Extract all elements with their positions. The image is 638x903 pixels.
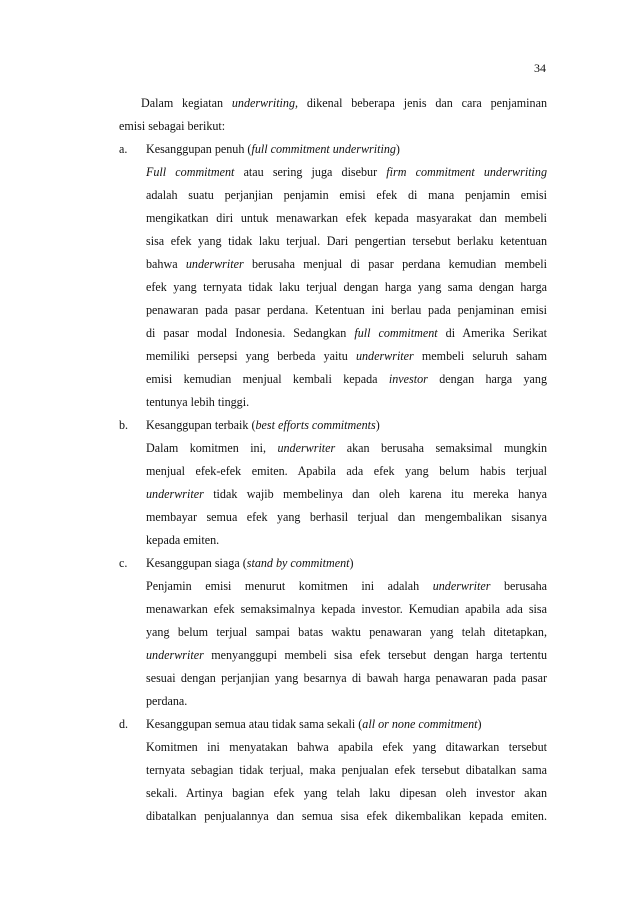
- paragraph-line: Dalam komitmen ini, underwriter akan berusaha semaksimal mungkin: [146, 441, 547, 455]
- paragraph-line: di pasar modal Indonesia. Sedangkan full commitment di Amerika Serikat: [146, 326, 547, 340]
- paragraph-line: sekali. Artinya bagian efek yang telah laku dipesan oleh investor akan: [146, 786, 547, 800]
- list-item-heading-d: d. Kesanggupan semua atau tidak sama sekali (all or none commitment): [119, 713, 547, 736]
- paragraph-line: Penjamin emisi menurut komitmen ini adalah underwriter berusaha: [146, 579, 547, 593]
- paragraph-line: underwriter tidak wajib membelinya dan oleh karena itu mereka hanya: [146, 487, 547, 501]
- paragraph-line: dibatalkan penjualannya dan semua sisa efek dikembalikan kepada emiten.: [146, 809, 547, 823]
- paragraph-line: adalah suatu perjanjian penjamin emisi efek di mana penjamin emisi: [146, 188, 547, 202]
- paragraph-line: efek yang ternyata tidak laku terjual dengan harga yang sama dengan harga: [146, 280, 547, 294]
- page-number: 34: [534, 61, 546, 75]
- paragraph-line: penawaran pada pasar perdana. Ketentuan ini berlau pada penjaminan emisi: [146, 303, 547, 317]
- paragraph-line: membayar semua efek yang berhasil terjual dan mengembalikan sisanya: [146, 510, 547, 524]
- list-item-letter: c.: [119, 556, 128, 570]
- paragraph-line: yang belum terjual sampai batas waktu penawaran yang telah ditetapkan,: [146, 625, 547, 639]
- paragraph-line: underwriter menyanggupi membeli sisa efek tersebut dengan harga tertentu: [146, 648, 547, 662]
- list-item-heading-b: b. Kesanggupan terbaik (best efforts commitments): [119, 414, 547, 437]
- paragraph-line: mengikatkan diri untuk menawarkan efek kepada masyarakat dan membeli: [146, 211, 547, 225]
- paragraph-line: emisi kemudian menjual kembali kepada investor dengan harga yang: [146, 372, 548, 386]
- paragraph-line: tentunya lebih tinggi.: [146, 395, 250, 409]
- paragraph-line: kepada emiten.: [146, 533, 220, 547]
- paragraph-line: menjual efek-efek emiten. Apabila ada efek yang belum habis terjual: [146, 464, 547, 478]
- intro-paragraph-line-1: Dalam kegiatan underwriting, dikenal beberapa jenis dan cara penjaminan: [141, 96, 548, 110]
- paragraph-line: Komitmen ini menyatakan bahwa apabila efek yang ditawarkan tersebut: [146, 740, 547, 754]
- paragraph-line: menawarkan efek semaksimalnya kepada investor. Kemudian apabila ada sisa: [146, 602, 547, 616]
- paragraph-line: ternyata sebagian tidak terjual, maka penjualan efek tersebut dibatalkan sama: [146, 763, 547, 777]
- paragraph-line: bahwa underwriter berusaha menjual di pasar perdana kemudian membeli: [146, 257, 547, 271]
- list-item-letter: a.: [119, 142, 128, 156]
- list-item-letter: d.: [119, 717, 129, 731]
- list-item-heading-a: a. Kesanggupan penuh (full commitment underwriting): [119, 138, 547, 161]
- document-body: [119, 92, 547, 828]
- list-item-letter: b.: [119, 418, 129, 432]
- paragraph-line: memiliki persepsi yang berbeda yaitu underwriter membeli seluruh saham: [146, 349, 547, 363]
- intro-paragraph-line-2: emisi sebagai berikut:: [119, 119, 226, 133]
- paragraph-line: Full commitment atau sering juga disebur firm commitment underwriting: [146, 165, 548, 179]
- paragraph-line: perdana.: [146, 694, 188, 708]
- paragraph-line: sisa efek yang tidak laku terjual. Dari pengertian tersebut berlaku ketentuan: [146, 234, 547, 248]
- list-item-heading-c: c. Kesanggupan siaga (stand by commitment): [119, 552, 547, 575]
- paragraph-line: sesuai dengan perjanjian yang besarnya di bawah harga penawaran pada pasar: [146, 671, 547, 685]
